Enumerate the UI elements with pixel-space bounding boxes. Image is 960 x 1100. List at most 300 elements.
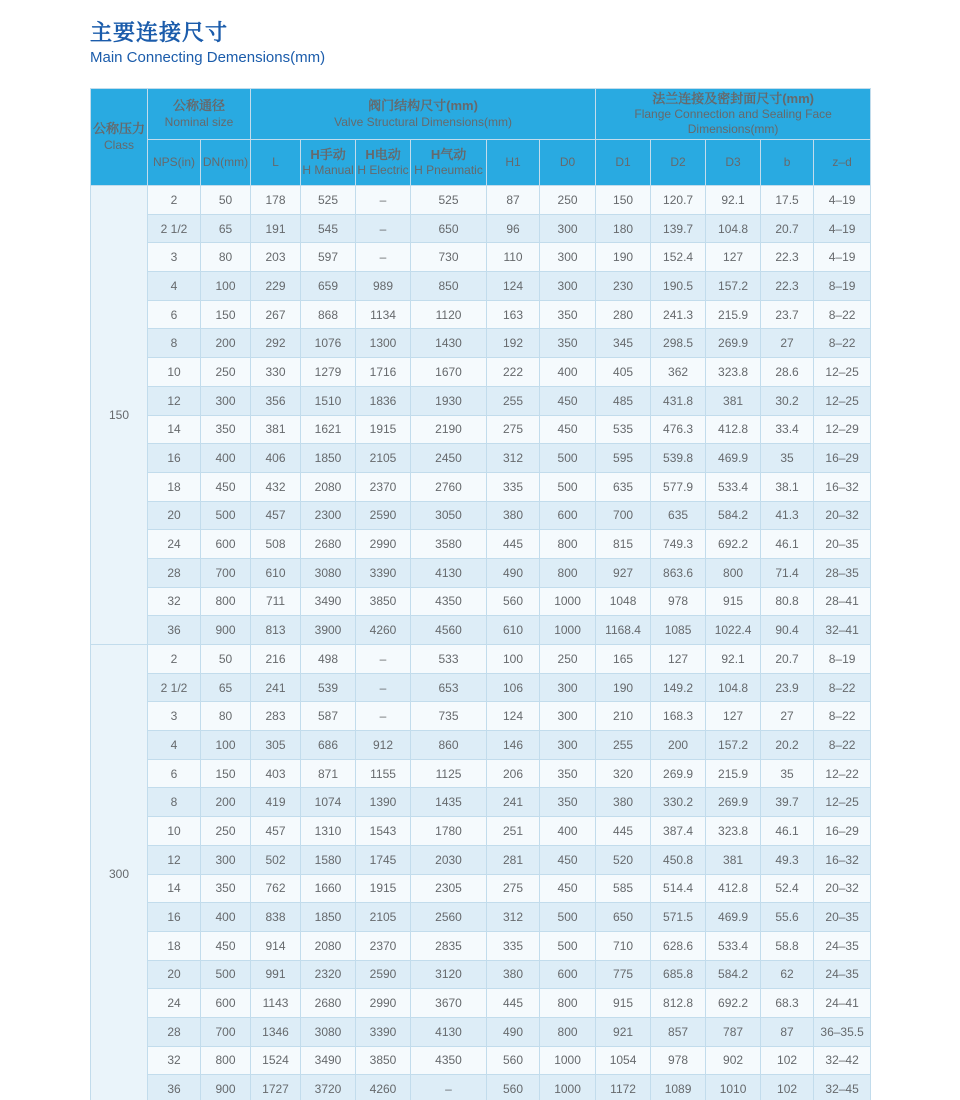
cell-h1: 192 <box>487 329 540 358</box>
cell-h_manual: 3720 <box>301 1075 356 1100</box>
cell-l: 330 <box>251 358 301 387</box>
cell-h_manual: 2680 <box>301 989 356 1018</box>
cell-h_manual: 3490 <box>301 587 356 616</box>
cell-nps: 8 <box>148 329 201 358</box>
cell-z_d: 4–19 <box>814 186 871 215</box>
cell-z_d: 12–25 <box>814 788 871 817</box>
cell-d3: 584.2 <box>706 501 761 530</box>
cell-h_manual: 525 <box>301 186 356 215</box>
cell-b: 38.1 <box>761 472 814 501</box>
cell-h_manual: 539 <box>301 673 356 702</box>
cell-dn: 600 <box>201 989 251 1018</box>
cell-d0: 300 <box>540 731 596 760</box>
page-title: 主要连接尺寸 <box>90 20 229 45</box>
cell-d3: 1010 <box>706 1075 761 1100</box>
cell-z_d: 32–41 <box>814 616 871 645</box>
cell-l: 457 <box>251 817 301 846</box>
cell-l: 1346 <box>251 1017 301 1046</box>
cell-z_d: 24–41 <box>814 989 871 1018</box>
column-header-nps <box>148 140 201 186</box>
cell-d2: 749.3 <box>651 530 706 559</box>
column-header-h_pneumatic <box>411 140 487 186</box>
group-label-en: Valve Structural Dimensions(mm) <box>334 114 512 129</box>
cell-z_d: 12–25 <box>814 358 871 387</box>
cell-z_d: 8–19 <box>814 645 871 674</box>
table-row <box>91 415 871 444</box>
cell-nps: 3 <box>148 702 201 731</box>
cell-h_pneumatic: 735 <box>411 702 487 731</box>
page-subtitle: Main Connecting Demensions(mm) <box>90 49 326 67</box>
cell-d0: 1000 <box>540 1046 596 1075</box>
cell-b: 58.8 <box>761 931 814 960</box>
table-row <box>91 931 871 960</box>
group-label-en: Flange Connection and Sealing Face Dimensions(mm) <box>634 107 832 137</box>
cell-d0: 300 <box>540 272 596 301</box>
cell-h_manual: 587 <box>301 702 356 731</box>
cell-b: 17.5 <box>761 186 814 215</box>
cell-h_electric: 2590 <box>356 501 411 530</box>
cell-d1: 815 <box>596 530 651 559</box>
cell-h_manual: 1850 <box>301 444 356 473</box>
cell-h_pneumatic: 1430 <box>411 329 487 358</box>
cell-dn: 250 <box>201 817 251 846</box>
cell-h1: 87 <box>487 186 540 215</box>
cell-l: 381 <box>251 415 301 444</box>
table-row <box>91 673 871 702</box>
cell-h1: 380 <box>487 960 540 989</box>
column-label: L <box>272 155 279 169</box>
cell-z_d: 4–19 <box>814 214 871 243</box>
cell-d3: 381 <box>706 386 761 415</box>
cell-z_d: 36–35.5 <box>814 1017 871 1046</box>
cell-h_pneumatic: 1670 <box>411 358 487 387</box>
cell-l: 283 <box>251 702 301 731</box>
cell-d3: 92.1 <box>706 645 761 674</box>
cell-h_electric: 912 <box>356 731 411 760</box>
cell-d3: 915 <box>706 587 761 616</box>
table-row <box>91 616 871 645</box>
column-header-d3 <box>706 140 761 186</box>
cell-b: 52.4 <box>761 874 814 903</box>
cell-d1: 585 <box>596 874 651 903</box>
cell-z_d: 8–22 <box>814 673 871 702</box>
cell-h_manual: 2320 <box>301 960 356 989</box>
cell-d3: 127 <box>706 243 761 272</box>
cell-b: 102 <box>761 1075 814 1100</box>
cell-z_d: 24–35 <box>814 960 871 989</box>
cell-h_electric: 4260 <box>356 1075 411 1100</box>
cell-h_manual: 871 <box>301 759 356 788</box>
cell-h_pneumatic: 860 <box>411 731 487 760</box>
cell-h1: 124 <box>487 272 540 301</box>
cell-h_pneumatic: 653 <box>411 673 487 702</box>
column-label-en: H Manual <box>302 163 354 178</box>
cell-d3: 692.2 <box>706 989 761 1018</box>
cell-d0: 450 <box>540 415 596 444</box>
cell-nps: 6 <box>148 300 201 329</box>
class-header-en: Class <box>103 137 134 152</box>
cell-d1: 710 <box>596 931 651 960</box>
cell-h_electric: 1134 <box>356 300 411 329</box>
cell-d2: 539.8 <box>651 444 706 473</box>
cell-d0: 250 <box>540 186 596 215</box>
cell-l: 991 <box>251 960 301 989</box>
cell-h_electric: 1390 <box>356 788 411 817</box>
cell-h_electric: 1915 <box>356 415 411 444</box>
cell-d2: 857 <box>651 1017 706 1046</box>
cell-h_manual: 2680 <box>301 530 356 559</box>
table-header <box>91 89 871 186</box>
cell-dn: 150 <box>201 300 251 329</box>
column-label: D1 <box>615 155 631 169</box>
cell-d0: 300 <box>540 243 596 272</box>
cell-h_electric: 3850 <box>356 587 411 616</box>
cell-z_d: 28–41 <box>814 587 871 616</box>
cell-d3: 157.2 <box>706 731 761 760</box>
column-group-flange-dimensions <box>596 89 871 140</box>
cell-h_manual: 2080 <box>301 931 356 960</box>
cell-h_pneumatic: 3670 <box>411 989 487 1018</box>
cell-h1: 96 <box>487 214 540 243</box>
column-label: H1 <box>505 155 521 169</box>
column-label: D2 <box>670 155 686 169</box>
cell-d3: 323.8 <box>706 817 761 846</box>
cell-h_manual: 686 <box>301 731 356 760</box>
cell-b: 28.6 <box>761 358 814 387</box>
cell-d1: 700 <box>596 501 651 530</box>
cell-nps: 10 <box>148 817 201 846</box>
cell-d0: 500 <box>540 903 596 932</box>
column-header-b <box>761 140 814 186</box>
cell-z_d: 20–35 <box>814 903 871 932</box>
column-header-l <box>251 140 301 186</box>
cell-nps: 2 <box>148 186 201 215</box>
cell-d2: 168.3 <box>651 702 706 731</box>
cell-d1: 320 <box>596 759 651 788</box>
cell-dn: 65 <box>201 214 251 243</box>
column-group-valve-dimensions <box>251 89 596 140</box>
cell-h_electric: 2105 <box>356 903 411 932</box>
cell-d3: 412.8 <box>706 874 761 903</box>
cell-h1: 206 <box>487 759 540 788</box>
cell-nps: 3 <box>148 243 201 272</box>
column-label-en: H Pneumatic <box>414 163 483 178</box>
cell-d3: 692.2 <box>706 530 761 559</box>
cell-nps: 36 <box>148 1075 201 1100</box>
cell-b: 22.3 <box>761 272 814 301</box>
table-row <box>91 645 871 674</box>
cell-h_electric: 3390 <box>356 1017 411 1046</box>
cell-h_manual: 659 <box>301 272 356 301</box>
cell-d1: 650 <box>596 903 651 932</box>
cell-d0: 350 <box>540 759 596 788</box>
cell-h1: 163 <box>487 300 540 329</box>
cell-d3: 127 <box>706 702 761 731</box>
cell-d2: 431.8 <box>651 386 706 415</box>
cell-dn: 100 <box>201 731 251 760</box>
column-label: H气动 <box>430 146 467 162</box>
cell-h1: 560 <box>487 1075 540 1100</box>
cell-d3: 104.8 <box>706 214 761 243</box>
cell-b: 39.7 <box>761 788 814 817</box>
cell-nps: 14 <box>148 874 201 903</box>
cell-b: 41.3 <box>761 501 814 530</box>
cell-h_manual: 868 <box>301 300 356 329</box>
cell-d3: 902 <box>706 1046 761 1075</box>
cell-d3: 215.9 <box>706 759 761 788</box>
table-row <box>91 300 871 329</box>
cell-h_electric: 1745 <box>356 845 411 874</box>
cell-l: 838 <box>251 903 301 932</box>
cell-z_d: 12–29 <box>814 415 871 444</box>
cell-d0: 350 <box>540 788 596 817</box>
cell-d1: 190 <box>596 673 651 702</box>
cell-h_electric: 1915 <box>356 874 411 903</box>
cell-h_pneumatic: 1120 <box>411 300 487 329</box>
cell-d2: 298.5 <box>651 329 706 358</box>
cell-d0: 500 <box>540 931 596 960</box>
group-label-zh: 阀门结构尺寸(mm) <box>368 98 478 114</box>
cell-z_d: 20–32 <box>814 501 871 530</box>
cell-nps: 14 <box>148 415 201 444</box>
cell-nps: 16 <box>148 903 201 932</box>
cell-dn: 900 <box>201 616 251 645</box>
cell-dn: 900 <box>201 1075 251 1100</box>
cell-h_manual: 3900 <box>301 616 356 645</box>
table-row <box>91 243 871 272</box>
table-row <box>91 558 871 587</box>
header-subcolumn-row <box>91 140 871 186</box>
cell-d3: 215.9 <box>706 300 761 329</box>
cell-h_pneumatic: 1930 <box>411 386 487 415</box>
cell-l: 267 <box>251 300 301 329</box>
page-title-block <box>90 20 325 66</box>
cell-d1: 1172 <box>596 1075 651 1100</box>
cell-b: 23.7 <box>761 300 814 329</box>
cell-d0: 400 <box>540 817 596 846</box>
cell-d1: 1054 <box>596 1046 651 1075</box>
cell-d0: 1000 <box>540 616 596 645</box>
cell-h1: 124 <box>487 702 540 731</box>
cell-z_d: 20–32 <box>814 874 871 903</box>
cell-d2: 476.3 <box>651 415 706 444</box>
cell-z_d: 32–45 <box>814 1075 871 1100</box>
cell-d0: 800 <box>540 530 596 559</box>
cell-h1: 281 <box>487 845 540 874</box>
cell-b: 68.3 <box>761 989 814 1018</box>
cell-b: 46.1 <box>761 817 814 846</box>
cell-nps: 24 <box>148 989 201 1018</box>
cell-h_pneumatic: 4130 <box>411 558 487 587</box>
cell-nps: 28 <box>148 1017 201 1046</box>
header-group-row <box>91 89 871 140</box>
cell-h_electric: 2105 <box>356 444 411 473</box>
cell-d3: 1022.4 <box>706 616 761 645</box>
cell-b: 30.2 <box>761 386 814 415</box>
table-row <box>91 903 871 932</box>
cell-h1: 255 <box>487 386 540 415</box>
cell-d1: 635 <box>596 472 651 501</box>
cell-h_electric: – <box>356 186 411 215</box>
cell-nps: 20 <box>148 501 201 530</box>
cell-d2: 450.8 <box>651 845 706 874</box>
column-label: NPS(in) <box>152 155 195 169</box>
table-row <box>91 817 871 846</box>
table-row <box>91 759 871 788</box>
table-row <box>91 1046 871 1075</box>
cell-l: 711 <box>251 587 301 616</box>
cell-h_electric: 2370 <box>356 472 411 501</box>
cell-d0: 450 <box>540 874 596 903</box>
cell-d1: 255 <box>596 731 651 760</box>
cell-b: 46.1 <box>761 530 814 559</box>
cell-d2: 127 <box>651 645 706 674</box>
cell-h_electric: – <box>356 645 411 674</box>
cell-d2: 241.3 <box>651 300 706 329</box>
column-header-class <box>91 89 148 186</box>
cell-h_manual: 2080 <box>301 472 356 501</box>
cell-l: 419 <box>251 788 301 817</box>
cell-dn: 700 <box>201 558 251 587</box>
cell-h_manual: 597 <box>301 243 356 272</box>
cell-h_manual: 1580 <box>301 845 356 874</box>
cell-b: 71.4 <box>761 558 814 587</box>
cell-l: 1727 <box>251 1075 301 1100</box>
cell-dn: 500 <box>201 501 251 530</box>
cell-dn: 300 <box>201 386 251 415</box>
cell-d2: 812.8 <box>651 989 706 1018</box>
cell-h_pneumatic: 533 <box>411 645 487 674</box>
cell-h_manual: 1310 <box>301 817 356 846</box>
cell-h_electric: 2590 <box>356 960 411 989</box>
cell-d2: 269.9 <box>651 759 706 788</box>
cell-d1: 1048 <box>596 587 651 616</box>
cell-d3: 533.4 <box>706 472 761 501</box>
cell-h_manual: 2300 <box>301 501 356 530</box>
cell-d1: 927 <box>596 558 651 587</box>
cell-h_electric: 2990 <box>356 530 411 559</box>
cell-dn: 400 <box>201 444 251 473</box>
cell-z_d: 20–35 <box>814 530 871 559</box>
cell-l: 216 <box>251 645 301 674</box>
cell-d1: 165 <box>596 645 651 674</box>
cell-z_d: 8–22 <box>814 329 871 358</box>
column-header-dn <box>201 140 251 186</box>
cell-nps: 10 <box>148 358 201 387</box>
cell-l: 305 <box>251 731 301 760</box>
cell-dn: 150 <box>201 759 251 788</box>
cell-nps: 2 1/2 <box>148 673 201 702</box>
cell-dn: 350 <box>201 415 251 444</box>
cell-h_electric: 1543 <box>356 817 411 846</box>
cell-l: 229 <box>251 272 301 301</box>
cell-l: 1143 <box>251 989 301 1018</box>
column-header-h_electric <box>356 140 411 186</box>
cell-b: 49.3 <box>761 845 814 874</box>
cell-h_manual: 1076 <box>301 329 356 358</box>
cell-dn: 800 <box>201 587 251 616</box>
cell-h_pneumatic: 2835 <box>411 931 487 960</box>
cell-d0: 450 <box>540 845 596 874</box>
cell-d1: 485 <box>596 386 651 415</box>
table-row <box>91 1075 871 1100</box>
cell-dn: 50 <box>201 186 251 215</box>
cell-h_pneumatic: 4560 <box>411 616 487 645</box>
cell-d0: 350 <box>540 300 596 329</box>
table-row <box>91 731 871 760</box>
cell-l: 762 <box>251 874 301 903</box>
cell-h_electric: 2990 <box>356 989 411 1018</box>
cell-h_pneumatic: 2450 <box>411 444 487 473</box>
cell-b: 22.3 <box>761 243 814 272</box>
cell-h1: 610 <box>487 616 540 645</box>
cell-h1: 275 <box>487 415 540 444</box>
cell-h1: 560 <box>487 1046 540 1075</box>
cell-d1: 280 <box>596 300 651 329</box>
cell-l: 178 <box>251 186 301 215</box>
cell-h_pneumatic: 3050 <box>411 501 487 530</box>
cell-l: 203 <box>251 243 301 272</box>
cell-nps: 36 <box>148 616 201 645</box>
cell-z_d: 8–22 <box>814 702 871 731</box>
cell-nps: 12 <box>148 845 201 874</box>
group-label-zh: 公称通径 <box>173 98 226 114</box>
cell-d1: 380 <box>596 788 651 817</box>
cell-h1: 335 <box>487 472 540 501</box>
cell-l: 191 <box>251 214 301 243</box>
table-row <box>91 587 871 616</box>
cell-h_electric: 2370 <box>356 931 411 960</box>
cell-d1: 1168.4 <box>596 616 651 645</box>
cell-h_manual: 3080 <box>301 558 356 587</box>
table-row <box>91 989 871 1018</box>
cell-b: 20.7 <box>761 645 814 674</box>
cell-d3: 787 <box>706 1017 761 1046</box>
cell-h_manual: 3490 <box>301 1046 356 1075</box>
cell-h_manual: 1850 <box>301 903 356 932</box>
dimensions-table <box>90 88 871 1100</box>
cell-d3: 533.4 <box>706 931 761 960</box>
cell-d2: 149.2 <box>651 673 706 702</box>
cell-z_d: 28–35 <box>814 558 871 587</box>
cell-d2: 628.6 <box>651 931 706 960</box>
cell-d0: 800 <box>540 558 596 587</box>
cell-d2: 571.5 <box>651 903 706 932</box>
cell-d2: 514.4 <box>651 874 706 903</box>
cell-d1: 445 <box>596 817 651 846</box>
cell-dn: 500 <box>201 960 251 989</box>
cell-d1: 915 <box>596 989 651 1018</box>
column-header-z_d <box>814 140 871 186</box>
cell-b: 80.8 <box>761 587 814 616</box>
cell-d2: 362 <box>651 358 706 387</box>
cell-h_pneumatic: 1780 <box>411 817 487 846</box>
cell-dn: 700 <box>201 1017 251 1046</box>
cell-b: 55.6 <box>761 903 814 932</box>
cell-l: 813 <box>251 616 301 645</box>
cell-d0: 800 <box>540 989 596 1018</box>
table-row <box>91 702 871 731</box>
cell-h1: 110 <box>487 243 540 272</box>
cell-d1: 921 <box>596 1017 651 1046</box>
cell-h1: 275 <box>487 874 540 903</box>
cell-dn: 450 <box>201 931 251 960</box>
column-label: z–d <box>832 155 852 169</box>
group-label-en: Nominal size <box>164 114 234 129</box>
cell-h1: 312 <box>487 903 540 932</box>
cell-h_pneumatic: 3120 <box>411 960 487 989</box>
cell-h_pneumatic: 525 <box>411 186 487 215</box>
